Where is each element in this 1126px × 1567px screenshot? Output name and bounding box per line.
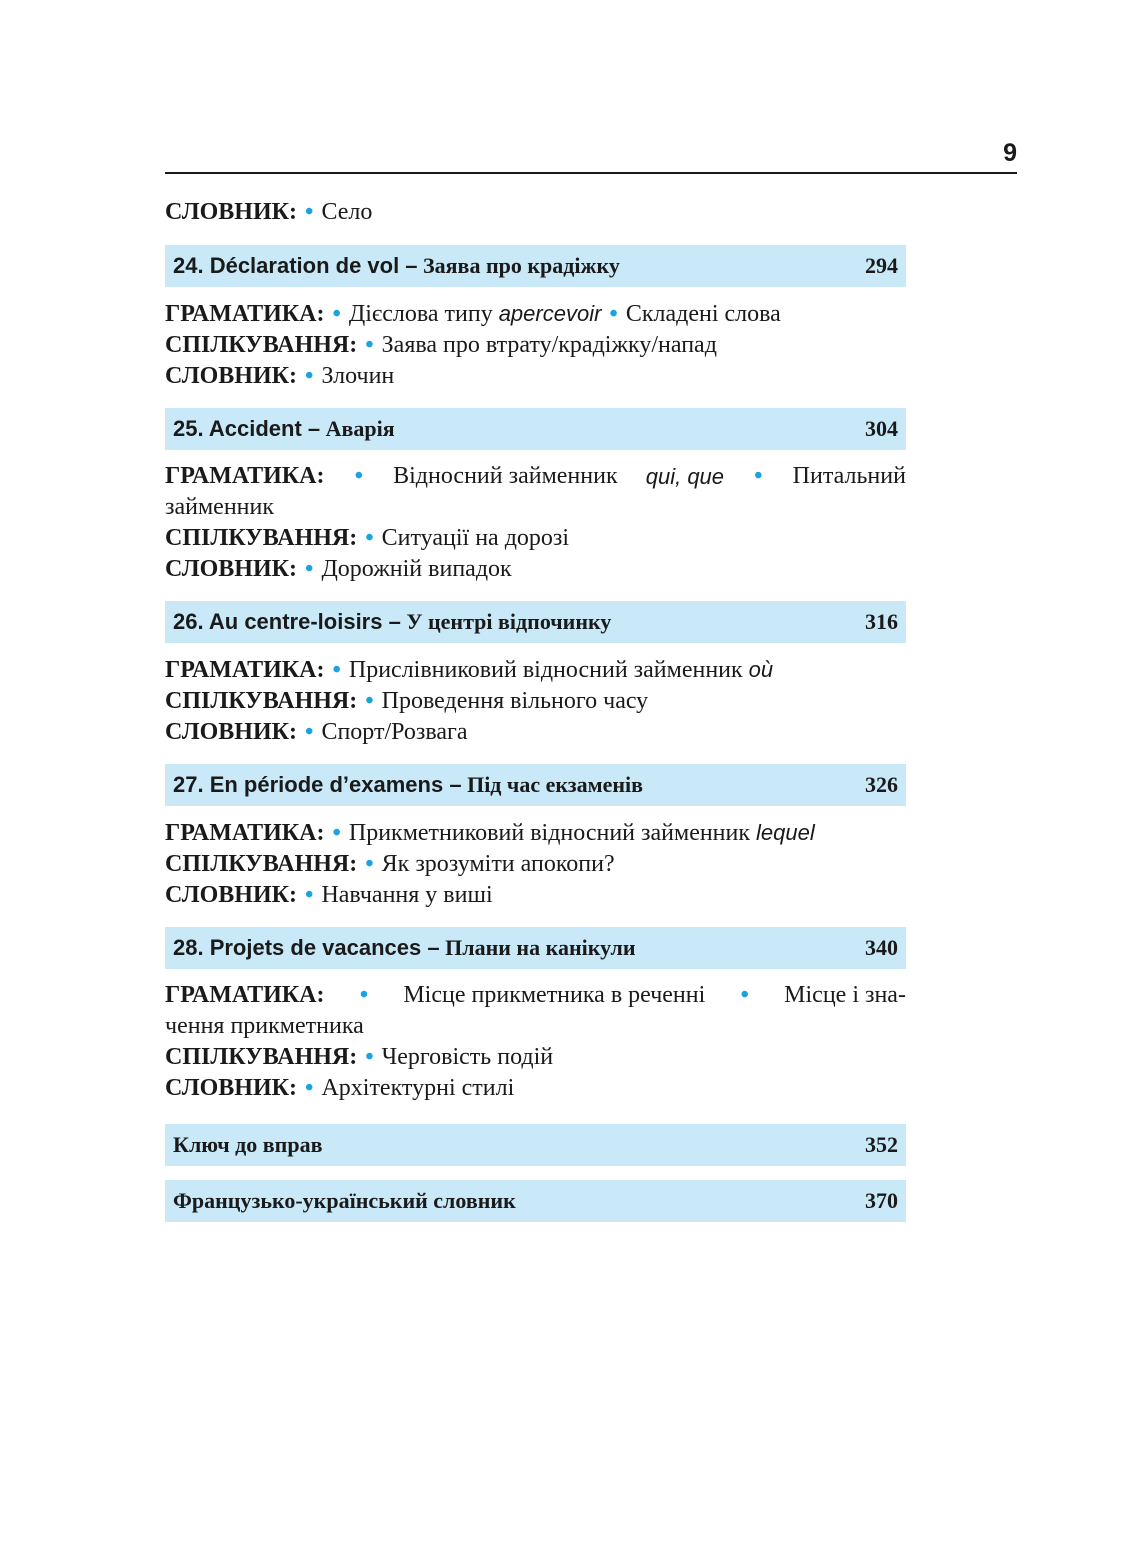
vocabulary-text: Злочин: [321, 363, 395, 389]
appendix-title: Французько-український словник: [173, 1188, 516, 1213]
vocabulary-label: СЛОВНИК:: [165, 363, 298, 389]
bullet-icon: •: [332, 820, 341, 846]
unit-26-details: [165, 654, 906, 748]
unit-title-uk: У центрі відпочинку: [406, 609, 612, 634]
grammar-text: Складені слова: [625, 301, 781, 327]
vocabulary-text: Архітектурні стилі: [321, 1075, 515, 1101]
bullet-icon: •: [305, 199, 314, 225]
vocabulary-label: СЛОВНИК:: [165, 1075, 298, 1101]
appendix-page-number: 370: [865, 1188, 898, 1213]
bullet-icon: •: [365, 851, 374, 877]
unit-28-details: [165, 980, 906, 1104]
unit-title-fr: 26. Au centre-loisirs –: [173, 609, 401, 634]
bullet-icon: •: [305, 882, 314, 908]
header-rule: [165, 172, 1017, 174]
grammar-text-wrapped: Питальний: [792, 463, 906, 489]
appendix-page-number: 352: [865, 1132, 898, 1157]
grammar-label: ГРАМАТИКА:: [165, 982, 325, 1008]
unit-25-details: [165, 461, 906, 585]
unit-title-fr: 25. Accident –: [173, 416, 321, 441]
grammar-text: Місце прикметника в реченні: [403, 982, 706, 1008]
unit-25-header[interactable]: [165, 408, 906, 450]
unit-title-uk: Аварія: [325, 416, 395, 441]
toc-content: [165, 197, 906, 1236]
bullet-icon: •: [740, 982, 749, 1008]
grammar-text-wrapped: Місце і зна-: [784, 982, 906, 1008]
vocabulary-label: СЛОВНИК:: [165, 719, 298, 745]
communication-line: [165, 330, 906, 361]
communication-text: Ситуації на дорозі: [381, 525, 570, 551]
unit-title-uk: Плани на канікули: [445, 935, 636, 960]
bullet-icon: •: [365, 525, 374, 551]
communication-line: [165, 523, 906, 554]
unit-24-details: [165, 298, 906, 392]
unit-title-uk: Заява про крадіжку: [423, 253, 620, 278]
bullet-icon: •: [609, 301, 618, 327]
grammar-label: ГРАМАТИКА:: [165, 657, 325, 683]
grammar-term: qui, que: [645, 464, 725, 489]
communication-text: Проведення вільного часу: [381, 688, 649, 714]
grammar-line: [165, 298, 906, 330]
unit-title-uk: Під час екзаменів: [467, 772, 644, 797]
vocabulary-text: Село: [321, 199, 373, 225]
bullet-icon: •: [305, 363, 314, 389]
appendix-title: Ключ до вправ: [173, 1132, 323, 1157]
communication-text: Черговість подій: [381, 1044, 554, 1070]
communication-label: СПІЛКУВАННЯ:: [165, 851, 358, 877]
unit-28-header[interactable]: [165, 927, 906, 969]
communication-line: [165, 849, 906, 880]
bullet-icon: •: [359, 982, 369, 1008]
communication-text: Заява про втрату/крадіжку/напад: [381, 332, 717, 358]
grammar-line: [165, 461, 906, 492]
vocabulary-label: СЛОВНИК:: [165, 882, 298, 908]
bullet-icon: •: [354, 463, 363, 489]
grammar-line-continued: займенник: [165, 494, 275, 520]
unit-page-number: 294: [865, 253, 898, 278]
unit-27-details: [165, 817, 906, 911]
communication-text: Як зрозуміти апокопи?: [381, 851, 615, 877]
answer-key-header[interactable]: [165, 1124, 906, 1166]
grammar-line-continued: чення прикметника: [165, 1013, 364, 1039]
bullet-icon: •: [754, 463, 763, 489]
unit-24-header[interactable]: [165, 245, 906, 287]
unit-26-header[interactable]: [165, 601, 906, 643]
vocabulary-line: [165, 880, 906, 911]
grammar-text: Дієслова типу: [348, 301, 499, 327]
grammar-text: Прикметниковий відносний займенник: [348, 820, 757, 846]
communication-line: [165, 686, 906, 717]
grammar-label: ГРАМАТИКА:: [165, 820, 325, 846]
grammar-text: Відносний займенник: [393, 463, 618, 489]
unit-title-fr: 24. Déclaration de vol –: [173, 253, 418, 278]
grammar-label: ГРАМАТИКА:: [165, 463, 325, 489]
unit-27-header[interactable]: [165, 764, 906, 806]
grammar-line: [165, 980, 906, 1011]
bullet-icon: •: [365, 688, 374, 714]
vocabulary-line: [165, 361, 906, 392]
unit-page-number: 340: [865, 935, 898, 960]
vocabulary-line: [165, 717, 906, 748]
grammar-term: lequel: [756, 820, 815, 845]
communication-label: СПІЛКУВАННЯ:: [165, 688, 358, 714]
vocabulary-label: СЛОВНИК:: [165, 556, 298, 582]
unit-title-fr: 27. En période d’examens –: [173, 772, 462, 797]
bullet-icon: •: [332, 301, 341, 327]
grammar-term: apercevoir: [498, 301, 602, 326]
grammar-text: Прислівниковий відносний займенник: [348, 657, 749, 683]
grammar-line: [165, 654, 906, 686]
communication-label: СПІЛКУВАННЯ:: [165, 332, 358, 358]
bullet-icon: •: [305, 719, 314, 745]
bullet-icon: •: [365, 332, 374, 358]
bullet-icon: •: [332, 657, 341, 683]
vocabulary-line: [165, 554, 906, 585]
communication-line: [165, 1042, 906, 1073]
vocabulary-text: Навчання у виші: [321, 882, 493, 908]
vocabulary-line: [165, 1073, 906, 1104]
bullet-icon: •: [365, 1044, 374, 1070]
bullet-icon: •: [305, 556, 314, 582]
unit-page-number: 326: [865, 772, 898, 797]
communication-label: СПІЛКУВАННЯ:: [165, 525, 358, 551]
unit-page-number: 304: [865, 416, 898, 441]
intro-vocabulary-line: [165, 197, 906, 228]
vocabulary-text: Дорожній випадок: [321, 556, 512, 582]
vocabulary-text: Спорт/Розвага: [321, 719, 468, 745]
vocabulary-label: СЛОВНИК:: [165, 199, 298, 225]
unit-title-fr: 28. Projets de vacances –: [173, 935, 440, 960]
grammar-term: où: [748, 657, 774, 682]
communication-label: СПІЛКУВАННЯ:: [165, 1044, 358, 1070]
page-number: 9: [1003, 139, 1017, 167]
dictionary-header[interactable]: [165, 1180, 906, 1222]
grammar-line: [165, 817, 906, 849]
unit-page-number: 316: [865, 609, 898, 634]
grammar-label: ГРАМАТИКА:: [165, 301, 325, 327]
bullet-icon: •: [305, 1075, 314, 1101]
